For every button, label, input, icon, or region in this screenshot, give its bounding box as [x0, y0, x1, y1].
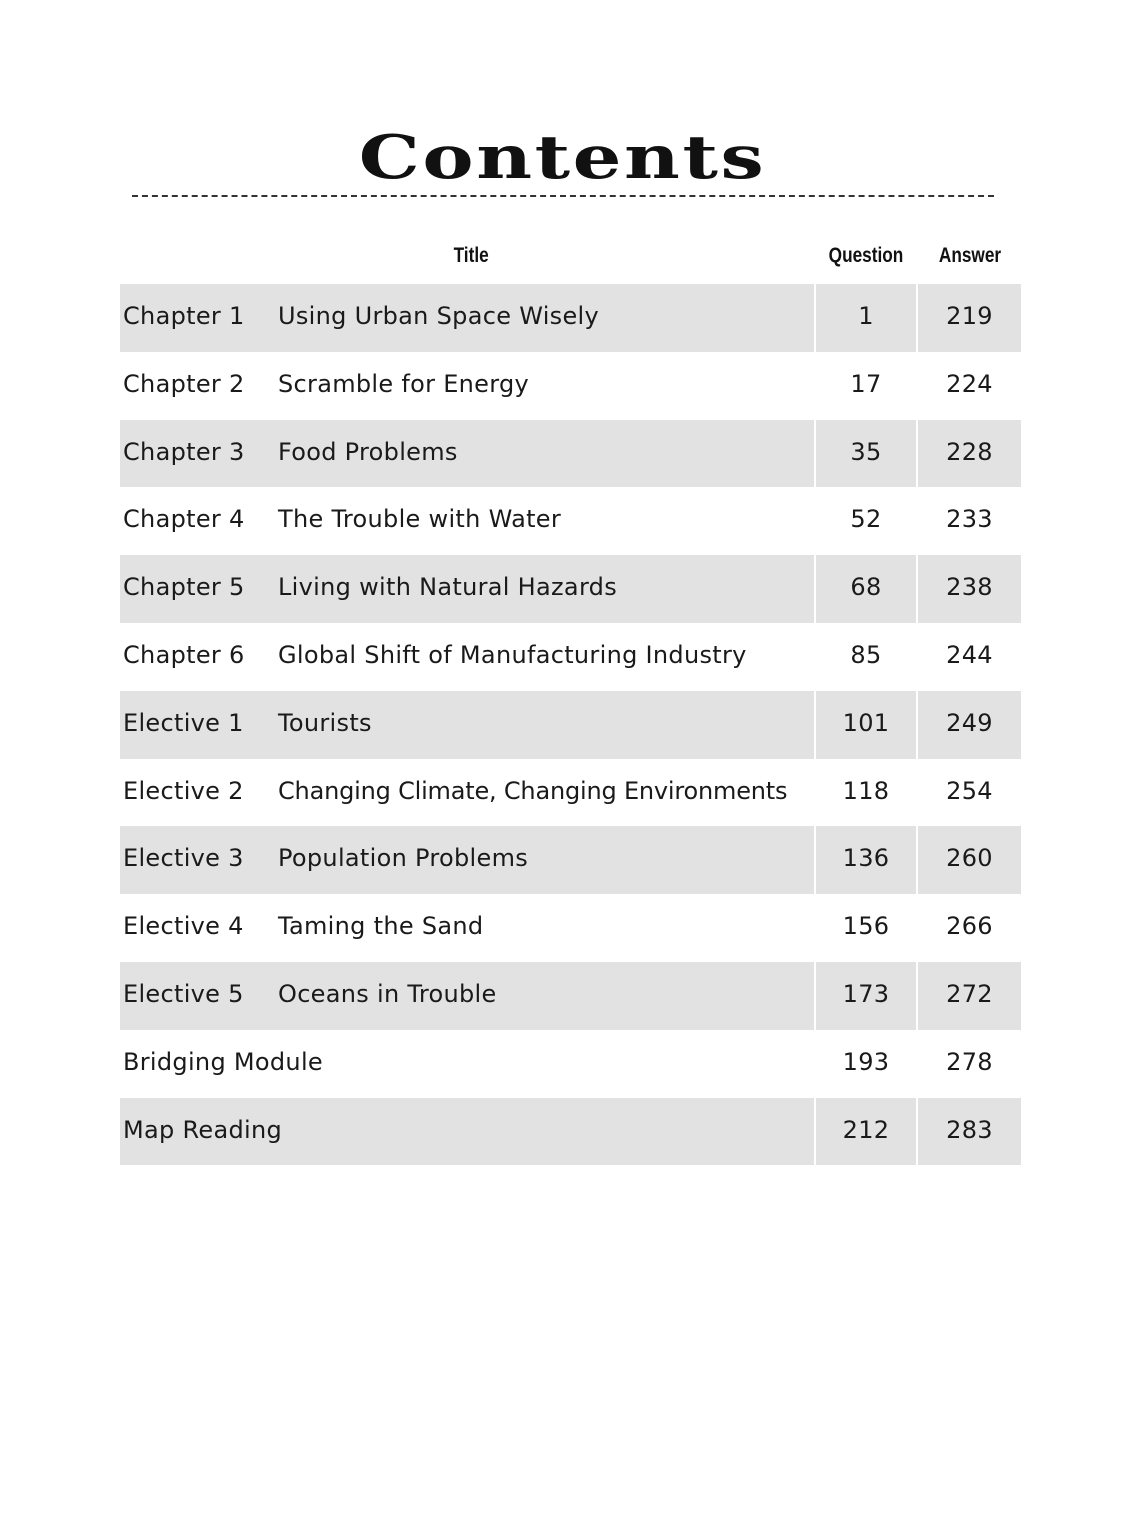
answer-page: 254 [946, 776, 993, 805]
question-page: 68 [850, 573, 882, 602]
row-label: Map Reading [123, 1115, 282, 1144]
answer-page-cell [918, 1030, 1021, 1098]
answer-page-cell [918, 759, 1021, 827]
answer-page-cell [918, 691, 1021, 759]
answer-page: 260 [946, 844, 993, 873]
table-row [120, 555, 1021, 623]
question-page: 52 [850, 505, 882, 534]
row-title: Living with Natural Hazards [278, 573, 618, 602]
answer-page: 224 [946, 369, 993, 398]
question-page-cell [816, 555, 916, 623]
row-title: Using Urban Space Wisely [278, 302, 600, 330]
row-label: Elective 3 [123, 844, 244, 873]
question-page-cell [816, 284, 916, 352]
row-title: Food Problems [278, 437, 458, 466]
answer-page: 249 [946, 708, 993, 737]
row-title: Tourists [278, 708, 372, 737]
row-main-cell [120, 352, 814, 420]
question-page-cell [816, 352, 916, 420]
answer-page: 278 [946, 1047, 993, 1076]
answer-page-cell [918, 352, 1021, 420]
question-page-cell [816, 487, 916, 555]
table-row [120, 420, 1021, 488]
row-label: Chapter 4 [123, 505, 245, 534]
answer-page-cell [918, 1098, 1021, 1166]
row-main-cell [120, 894, 814, 962]
column-header-title: Title [453, 244, 489, 267]
contents-table [120, 284, 1021, 1165]
question-page: 17 [850, 369, 882, 398]
question-page: 156 [842, 912, 890, 941]
table-row [120, 284, 1021, 352]
answer-page-cell [918, 623, 1021, 691]
row-label: Elective 2 [123, 776, 244, 805]
row-title: Taming the Sand [278, 912, 484, 941]
question-page-cell [816, 420, 916, 488]
answer-page-cell [918, 962, 1021, 1030]
question-page: 193 [842, 1047, 890, 1076]
row-main-cell [120, 691, 814, 759]
answer-page: 228 [946, 437, 993, 466]
table-row [120, 759, 1021, 827]
row-label: Chapter 2 [123, 369, 245, 398]
row-title: The Trouble with Water [278, 505, 562, 534]
answer-page: 272 [946, 979, 993, 1008]
answer-page-cell [918, 487, 1021, 555]
row-label: Elective 4 [123, 912, 244, 941]
question-page-cell [816, 1098, 916, 1166]
answer-page: 283 [946, 1115, 993, 1144]
row-title: Global Shift of Manufacturing Industry [278, 640, 747, 669]
question-page: 173 [842, 979, 890, 1008]
column-header-question: Question [828, 244, 904, 267]
page-title: Contents [358, 123, 767, 193]
row-main-cell [120, 420, 814, 488]
table-row [120, 352, 1021, 420]
row-label: Chapter 5 [123, 573, 245, 602]
column-header-answer: Answer [938, 244, 1002, 267]
table-row [120, 962, 1021, 1030]
table-header [120, 238, 1021, 274]
answer-page: 238 [946, 573, 993, 602]
answer-page: 266 [946, 912, 993, 941]
table-row [120, 1098, 1021, 1166]
row-title: Oceans in Trouble [278, 979, 497, 1008]
answer-page-cell [918, 894, 1021, 962]
row-title: Scramble for Energy [278, 369, 530, 398]
table-row [120, 691, 1021, 759]
question-page: 212 [842, 1115, 890, 1144]
answer-page: 219 [946, 302, 993, 330]
table-row [120, 826, 1021, 894]
row-title: Population Problems [278, 844, 529, 873]
question-page-cell [816, 1030, 916, 1098]
dotted-divider [132, 195, 994, 197]
row-main-cell [120, 623, 814, 691]
answer-page: 233 [946, 505, 993, 534]
row-main-cell [120, 1098, 814, 1166]
row-main-cell [120, 1030, 814, 1098]
row-main-cell [120, 759, 814, 827]
question-page: 1 [858, 302, 874, 330]
question-page-cell [816, 623, 916, 691]
table-row [120, 1030, 1021, 1098]
question-page: 101 [842, 708, 890, 737]
row-main-cell [120, 826, 814, 894]
row-label: Chapter 1 [123, 302, 245, 330]
question-page: 136 [842, 844, 890, 873]
row-main-cell [120, 962, 814, 1030]
answer-page-cell [918, 420, 1021, 488]
question-page: 35 [850, 437, 882, 466]
row-label: Bridging Module [123, 1047, 323, 1076]
table-row [120, 623, 1021, 691]
table-row [120, 894, 1021, 962]
answer-page-cell [918, 826, 1021, 894]
row-title: Changing Climate, Changing Environments [278, 776, 788, 805]
question-page: 85 [850, 640, 882, 669]
row-label: Chapter 6 [123, 640, 245, 669]
row-main-cell [120, 555, 814, 623]
answer-page-cell [918, 555, 1021, 623]
row-label: Elective 1 [123, 708, 244, 737]
row-label: Chapter 3 [123, 437, 245, 466]
row-main-cell [120, 487, 814, 555]
table-row [120, 487, 1021, 555]
answer-page: 244 [946, 640, 993, 669]
row-main-cell [120, 284, 814, 352]
question-page-cell [816, 894, 916, 962]
answer-page-cell [918, 284, 1021, 352]
question-page-cell [816, 826, 916, 894]
question-page: 118 [842, 776, 890, 805]
question-page-cell [816, 759, 916, 827]
question-page-cell [816, 691, 916, 759]
question-page-cell [816, 962, 916, 1030]
row-label: Elective 5 [123, 979, 244, 1008]
